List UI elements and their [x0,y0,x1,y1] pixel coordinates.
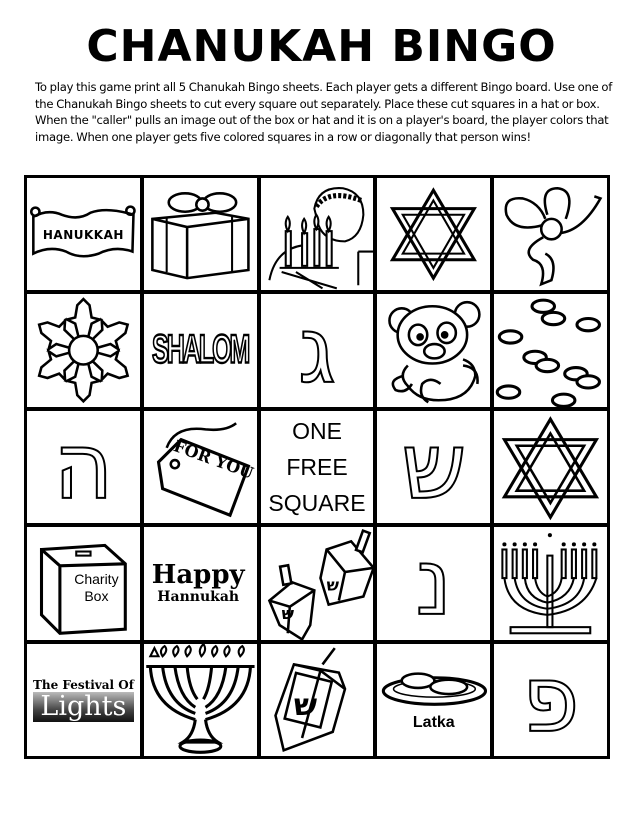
free-square-label: ONE FREE SQUARE [268,417,366,516]
cell-dreidel-shin[interactable] [261,644,374,756]
cell-menorah-lit[interactable] [144,644,257,756]
hebrew-shin-letter: ש [401,412,467,520]
shalom-word: SHALOM [152,327,249,373]
happy-hannukah-word: Happy Hannukah [151,560,245,606]
cell-hanukkah-banner[interactable] [27,178,140,290]
gift-tag-label: FOR YOU [170,436,256,483]
festival-of-lights-word: The Festival Of Lights [32,677,134,722]
latka-label: Latka [412,713,455,731]
cell-star-of-david-2[interactable] [494,411,607,523]
ribbon-bow-icon [494,178,607,290]
cell-hebrew-pe[interactable] [494,644,607,756]
cell-gift-tag[interactable] [144,411,257,523]
hebrew-pe-letter: פ [521,645,580,753]
cell-teddy-bear[interactable] [377,294,490,406]
charity-box-label: Charity Box [74,571,119,605]
cell-free-square[interactable] [261,411,374,523]
shin-glyph: ש [281,604,294,624]
dreidel-icon [261,644,374,756]
cell-charity-box[interactable] [27,527,140,639]
cell-snowflake[interactable] [27,294,140,406]
banner-label: HANUKKAH [42,228,124,242]
cell-shalom[interactable] [144,294,257,406]
star-of-david-icon [494,411,607,523]
cell-star-of-david[interactable] [377,178,490,290]
cell-latkes[interactable] [377,644,490,756]
menorah-lit-icon [144,644,257,756]
hebrew-nun-letter: נ [415,529,453,637]
shin-glyph: ש [293,688,317,724]
dreidels-icon [261,527,374,639]
gift-box-icon [144,178,257,290]
hebrew-gimel-letter: ג [298,296,336,404]
cell-menorah[interactable] [494,527,607,639]
cell-hebrew-he[interactable] [27,411,140,523]
teddy-bear-icon [377,294,490,406]
man-with-menorah-icon [261,178,374,290]
hebrew-he-letter: ה [53,412,114,520]
cell-gelt-coins[interactable] [494,294,607,406]
cell-two-dreidels[interactable] [261,527,374,639]
cell-hebrew-shin[interactable] [377,411,490,523]
page-title: CHANUKAH BINGO [86,21,557,72]
snowflake-icon [27,294,140,406]
cell-happy-hannukah[interactable] [144,527,257,639]
star-of-david-icon [377,178,490,290]
menorah-icon [494,527,607,639]
bingo-board [24,175,610,759]
cell-hebrew-nun[interactable] [377,527,490,639]
latkes-plate-icon [377,644,490,756]
shin-glyph: ש [326,575,339,595]
gelt-coins-icon [494,294,607,406]
cell-gift-box[interactable] [144,178,257,290]
cell-hebrew-gimel[interactable] [261,294,374,406]
instructions-text: To play this game print all 5 Chanukah Bingo sheets. Each player gets a different Bingo board. Use one of the Chanukah Bingo sheets to cut every square out separately. Place these cut squares in a hat or box. When the "caller" pulls an image out of the box or hat and it is on a player's board, the player colors that image. When one player gets five colored squares in a row or diagonally that person wins! [35,80,613,144]
cell-festival-of-lights[interactable] [27,644,140,756]
cell-ribbon-bow[interactable] [494,178,607,290]
cell-man-lighting-menorah[interactable] [261,178,374,290]
